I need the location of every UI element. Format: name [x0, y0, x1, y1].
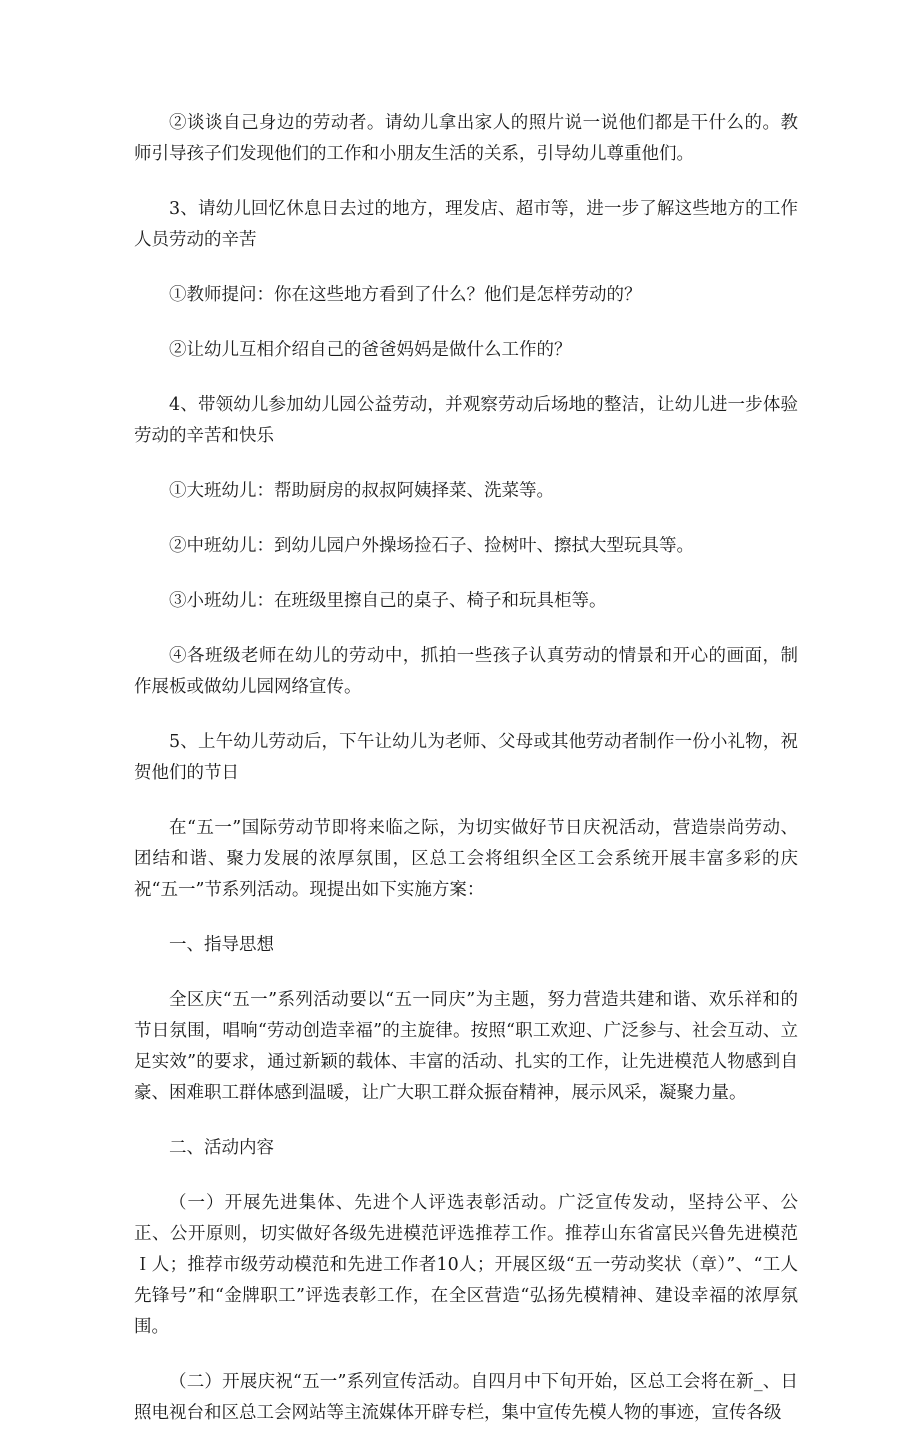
paragraph-teachers-photo: ④各班级老师在幼儿的劳动中，抓拍一些孩子认真劳动的情景和开心的画面，制作展板或做幼儿园网络宣传。 — [134, 646, 798, 697]
paragraph-item-4: 4、带领幼儿参加幼儿园公益劳动，并观察劳动后场地的整洁，让幼儿进一步体验劳动的辛苦和快乐 — [134, 395, 798, 446]
paragraph-guiding-ideology: 全区庆“五一”系列活动要以“五一同庆”为主题，努力营造共建和谐、欢乐祥和的节日氛围，唱响“劳动创造幸福”的主旋律。按照“职工欢迎、广泛参与、社会互动、立足实效”的要求，通过新颖的载体、丰富的活动、扎实的工作，让先进模范人物感到自豪、困难职工群体感到温暖，让广大职工群众振奋精神，展示风采，凝聚力量。 — [134, 990, 798, 1103]
paragraph-introduce-parents: ②让幼儿互相介绍自己的爸爸妈妈是做什么工作的？ — [169, 340, 572, 360]
paragraph-activity-2: （二）开展庆祝“五一”系列宣传活动。自四月中下旬开始，区总工会将在新_、日照电视台和区总工会网站等主流媒体开辟专栏，集中宣传先模人物的事迹，宣传各级 — [134, 1372, 798, 1423]
paragraph-teacher-question: ①教师提问：你在这些地方看到了什么？他们是怎样劳动的？ — [169, 285, 642, 305]
heading-activity-content: 二、活动内容 — [169, 1138, 274, 1158]
document-body — [134, 108, 798, 1453]
paragraph-talk-about-workers: ②谈谈自己身边的劳动者。请幼儿拿出家人的照片说一说他们都是干什么的。教师引导孩子们发现他们的工作和小朋友生活的关系，引导幼儿尊重他们。 — [134, 113, 798, 164]
paragraph-junior-class: ③小班幼儿：在班级里擦自己的桌子、椅子和玩具柜等。 — [169, 591, 607, 611]
paragraph-item-5: 5、上午幼儿劳动后，下午让幼儿为老师、父母或其他劳动者制作一份小礼物，祝贺他们的节日 — [134, 732, 798, 783]
paragraph-senior-class: ①大班幼儿：帮助厨房的叔叔阿姨择菜、洗菜等。 — [169, 481, 554, 501]
paragraph-middle-class: ②中班幼儿：到幼儿园户外操场捡石子、捡树叶、擦拭大型玩具等。 — [169, 536, 694, 556]
paragraph-activity-1: （一）开展先进集体、先进个人评选表彰活动。广泛宣传发动，坚持公平、公正、公开原则，切实做好各级先进模范评选推荐工作。推荐山东省富民兴鲁先进模范Ｉ人；推荐市级劳动模范和先进工作者10人；开展区级“五一劳动奖状（章）”、“工人先锋号”和“金牌职工”评选表彰工作，在全区营造“弘扬先模精神、建设幸福的浓厚氛围。 — [134, 1193, 798, 1337]
heading-guiding-ideology: 一、指导思想 — [169, 935, 274, 955]
paragraph-may-day-intro: 在“五一”国际劳动节即将来临之际，为切实做好节日庆祝活动，营造崇尚劳动、团结和谐、聚力发展的浓厚氛围，区总工会将组织全区工会系统开展丰富多彩的庆祝“五一”节系列活动。现提出如下实施方案： — [134, 818, 798, 900]
paragraph-item-3: 3、请幼儿回忆休息日去过的地方，理发店、超市等，进一步了解这些地方的工作人员劳动的辛苦 — [134, 199, 798, 250]
